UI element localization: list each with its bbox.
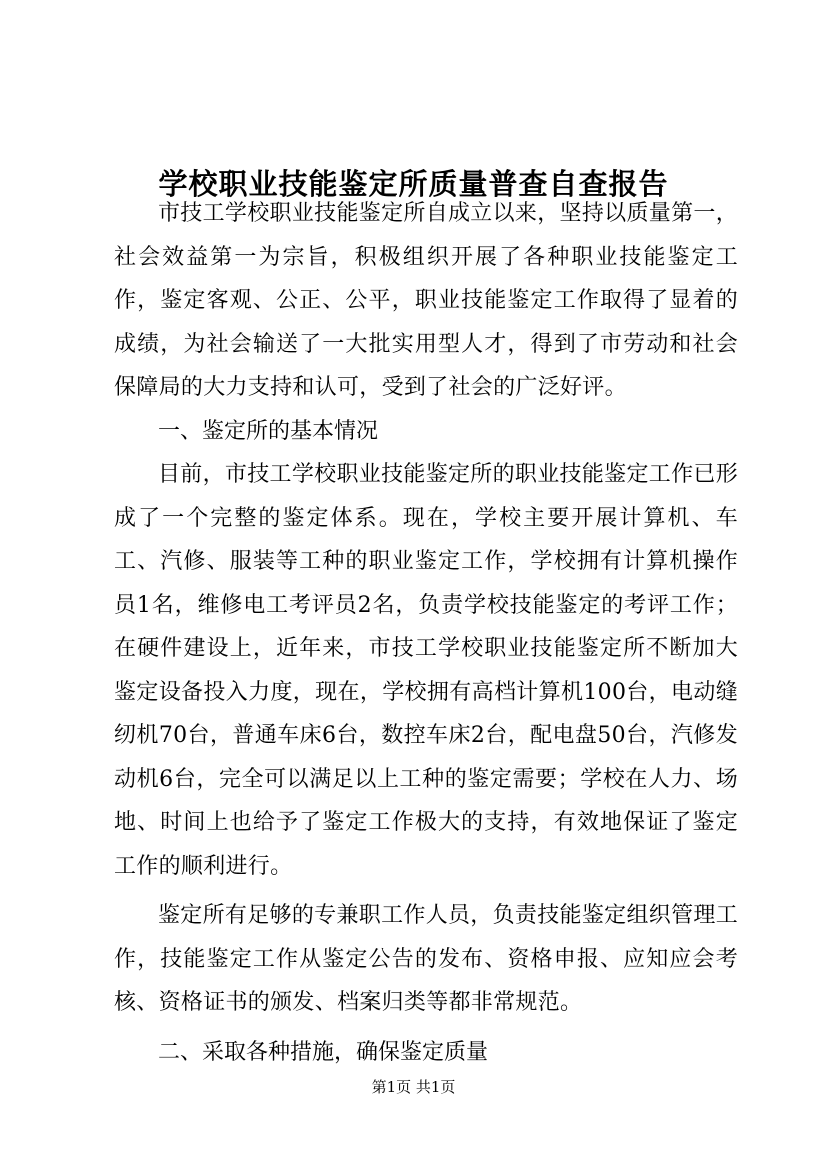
page-title: 学校职业技能鉴定所质量普查自查报告 <box>158 167 669 202</box>
section-heading-basic-info: 一、鉴定所的基本情况 <box>158 418 379 444</box>
paragraph-staff: 鉴定所有足够的专兼职工作人员，负责技能鉴定组织管理工作，技能鉴定工作从鉴定公告的发布、资格申报、应知应会考核、资格证书的颁发、档案归类等都非常规范。 <box>114 903 738 1015</box>
section-heading-measures: 二、采取各种措施，确保鉴定质量 <box>158 1039 489 1065</box>
page-footer: 第1页 共1页 <box>371 1078 456 1096</box>
paragraph-intro: 市技工学校职业技能鉴定所自成立以来，坚持以质量第一，社会效益第一为宗旨，积极组织开展了各种职业技能鉴定工作，鉴定客观、公正、公平，职业技能鉴定工作取得了显着的成绩，为社会输送了一大批实用型人才，得到了市劳动和社会保障局的大力支持和认可，受到了社会的广泛好评。 <box>114 201 738 400</box>
paragraph-basic-info: 目前，市技工学校职业技能鉴定所的职业技能鉴定工作已形成了一个完整的鉴定体系。现在，学校主要开展计算机、车工、汽修、服装等工种的职业鉴定工作，学校拥有计算机操作员1名，维修电工考评员2名，负责学校技能鉴定的考评工作；在硬件建设上，近年来，市技工学校职业技能鉴定所不断加大鉴定设备投入力度，现在，学校拥有高档计算机100台，电动缝纫机70台，普通车床6台，数控车床2台，配电盘50台，汽修发动机6台，完全可以满足以上工种的鉴定需要；学校在人力、场地、时间上也给予了鉴定工作极大的支持，有效地保证了鉴定工作的顺利进行。 <box>114 462 738 879</box>
document-body <box>114 192 738 1074</box>
